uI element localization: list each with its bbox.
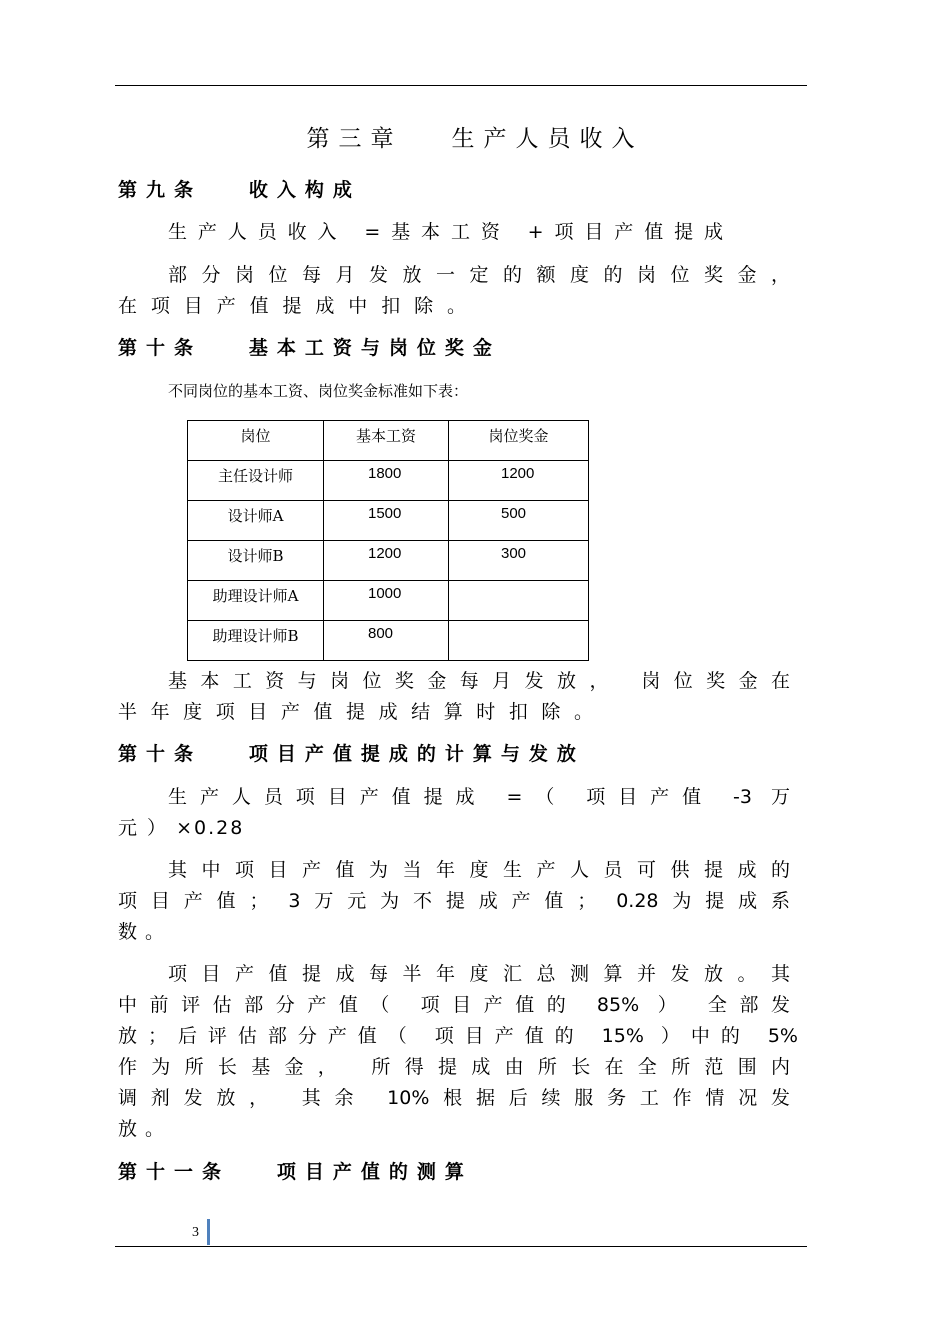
footer-rule	[115, 1246, 807, 1247]
salary-table	[187, 420, 589, 661]
table-header-row	[188, 421, 589, 461]
table-row	[188, 541, 589, 581]
table-cell: 300	[449, 541, 589, 581]
section-10b-para-1-line-1: 生产人员项目产值提成 =（ 项目产值 -3 万	[168, 786, 790, 808]
table-row	[188, 501, 589, 541]
section-10b-para-3-line-1: 项目产值提成每半年度汇总测算并发放。其	[168, 963, 790, 985]
section-10b-para-2-line-1: 其中项目产值为当年度生产人员可供提成的	[168, 859, 790, 881]
section-9-para-1-line-1: 生产人员收入 =基本工资 +项目产值提成	[168, 221, 723, 243]
section-9-heading: 第九条 收入构成	[118, 179, 361, 201]
table-cell: 1800	[324, 461, 449, 501]
table-cell: 800	[324, 621, 449, 661]
section-10b-para-3-line-3: 放；后评估部分产值（ 项目产值的 15% ）中的 5%	[118, 1025, 798, 1047]
section-10b-para-3-line-4: 作为所长基金， 所得提成由所长在全所范围内	[118, 1056, 790, 1078]
section-10-heading: 第十条 基本工资与岗位奖金	[118, 337, 501, 359]
section-10b-para-3-line-6: 放。	[118, 1118, 173, 1140]
page-number: 3	[192, 1225, 199, 1240]
section-10b-heading: 第十条 项目产值提成的计算与发放	[118, 743, 585, 765]
table-header-cell: 岗位奖金	[449, 421, 589, 461]
footer-accent-bar	[207, 1219, 210, 1245]
table-cell: 助理设计师A	[188, 581, 324, 621]
section-9-para-2-line-1: 部分岗位每月发放一定的额度的岗位奖金，	[168, 264, 790, 286]
table-header-cell: 岗位	[188, 421, 324, 461]
table-row	[188, 621, 589, 661]
table-intro: 不同岗位的基本工资、岗位奖金标准如下表：	[168, 382, 469, 400]
table-cell: 1500	[324, 501, 449, 541]
section-9-para-2-line-2: 在项目产值提成中扣除。	[118, 295, 466, 317]
section-10-para-1-line-1: 基本工资与岗位奖金每月发放， 岗位奖金在	[168, 670, 790, 692]
table-row	[188, 581, 589, 621]
table-cell: 1200	[324, 541, 449, 581]
chapter-title: 第三章 生产人员收入	[306, 126, 644, 152]
section-10b-para-2-line-3: 数。	[118, 921, 173, 943]
section-10-para-1-line-2: 半年度项目产值提成结算时扣除。	[118, 701, 593, 723]
table-cell: 助理设计师B	[188, 621, 324, 661]
table-cell: 主任设计师	[188, 461, 324, 501]
table-cell: 设计师A	[188, 501, 324, 541]
section-11-heading: 第十一条 项目产值的测算	[118, 1161, 473, 1183]
section-10b-para-2-line-2: 项目产值； 3万元为不提成产值； 0.28为提成系	[118, 890, 790, 912]
table-cell: 1200	[449, 461, 589, 501]
section-10b-para-3-line-5: 调剂发放， 其余 10%根据后续服务工作情况发	[118, 1087, 790, 1109]
table-cell: 1000	[324, 581, 449, 621]
table-cell: 500	[449, 501, 589, 541]
table-header-cell: 基本工资	[324, 421, 449, 461]
table-cell	[449, 581, 589, 621]
section-10b-para-3-line-2: 中前评估部分产值（ 项目产值的 85% ） 全部发	[118, 994, 790, 1016]
header-rule	[115, 85, 807, 86]
table-row	[188, 461, 589, 501]
table-cell	[449, 621, 589, 661]
section-10b-para-1-line-2: 元 ） ×0.28	[118, 817, 245, 839]
table-cell: 设计师B	[188, 541, 324, 581]
